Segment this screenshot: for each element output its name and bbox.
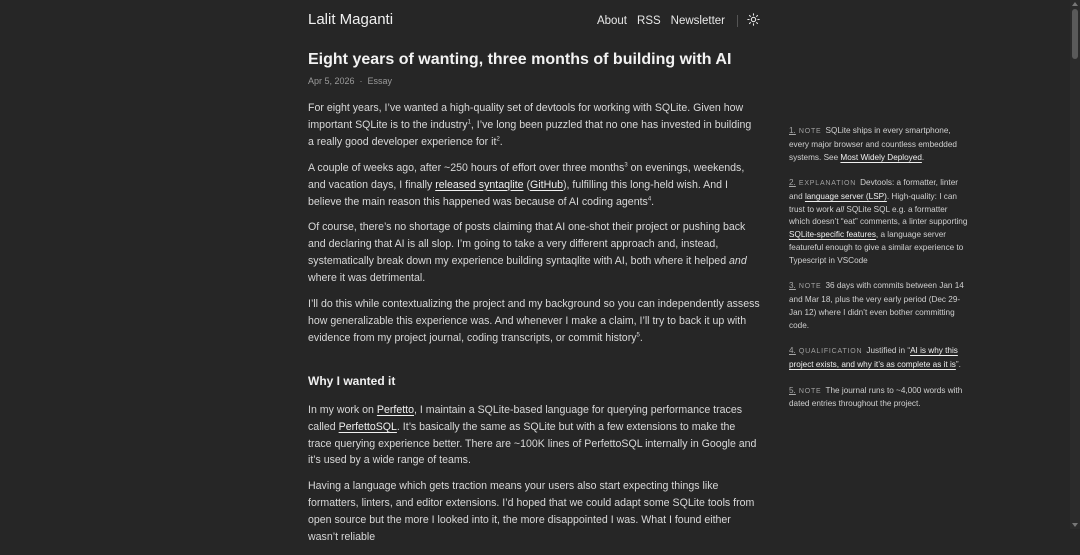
- post-meta: [308, 76, 760, 86]
- paragraph-1: [308, 100, 760, 151]
- emphasis: all: [835, 204, 845, 214]
- text: .: [639, 331, 643, 344]
- paragraph-3: [308, 219, 760, 287]
- sidenote-1: [789, 125, 969, 164]
- vertical-scrollbar[interactable]: [1070, 0, 1080, 529]
- sun-icon: [747, 13, 760, 26]
- sidenote-4: [789, 345, 969, 372]
- theme-toggle-button[interactable]: [747, 13, 760, 29]
- footnote-ref-4[interactable]: 4: [647, 196, 652, 202]
- text: I’ll do this while contextualizing the project and my background so you can independently assess how generalizable this experience was. And whenever I make a claim, I’ll try to back it up with evidence from my project journal, coding transcripts, or commit history: [308, 298, 760, 344]
- paragraph-4: [308, 296, 760, 347]
- most-widely-deployed-link[interactable]: Most Widely Deployed: [840, 152, 922, 162]
- text: SQLite ships in every smartphone, every major browser and countless embedded systems. See: [789, 126, 957, 162]
- sidenote-3: [789, 280, 969, 332]
- text: A couple of weeks ago, after ~250 hours of effort over three months: [308, 161, 625, 174]
- text: 36 days with commits between Jan 14 and Mar 18, plus the very early period (Dec 29-Jan 12) where I didn’t even bother committing code.: [789, 281, 964, 330]
- text: Devtools: a formatter, linter and: [789, 178, 958, 201]
- sidenote-kind: NOTE: [798, 283, 822, 291]
- footnote-ref-1[interactable]: 1: [467, 119, 471, 126]
- scroll-up-arrow-icon[interactable]: [1072, 2, 1078, 6]
- text: , I maintain a SQLite-based language for querying performance traces called: [308, 403, 743, 433]
- sidenote-number[interactable]: 4.: [789, 346, 796, 356]
- text: For eight years, I’ve wanted a high-quality set of devtools for working with SQLite. Given how important SQLite is to the industry: [308, 102, 744, 131]
- text: SQLite SQL e.g. a formatter which doesn’t “eat” comments, a linter supporting: [789, 204, 968, 227]
- text: ”.: [955, 360, 961, 370]
- text: , I’ve long been puzzled that no one has invested in building a really good developer experience for it: [308, 118, 752, 148]
- sidenote-number[interactable]: 3.: [789, 281, 796, 291]
- text: Having a language which gets traction means your users also start expecting things like formatters, linters, and editor extensions. I’d hoped that we could adapt some SQLite tools from open source but the more I looked into it, the more disappointed I was. What I found either wasn’t reliable: [308, 480, 755, 544]
- paragraph-5: [308, 402, 760, 470]
- sidenote-kind: QUALIFICATION: [798, 348, 863, 356]
- text: Of course, there’s no shortage of posts claiming that AI one-shot their project or pushing back and declaring that AI is all slop. I’m going to take a very different approach and, instead, systematically break down my experience building syntaqlite with AI, both where it helped: [308, 221, 746, 268]
- footnote-ref-2[interactable]: 2: [496, 136, 500, 143]
- paragraph-2: [308, 160, 760, 211]
- sidenotes: [789, 125, 969, 424]
- post-date: Apr 5, 2026: [308, 76, 355, 86]
- sidenote-kind: NOTE: [798, 387, 822, 395]
- text: . It’s basically the same as SQLite but with a few extensions to make the trace querying experience better. There are ~100K lines of PerfettoSQL internally in Google and it’s used by a wide range of teams.: [308, 420, 757, 467]
- footnote-ref-3[interactable]: 3: [624, 162, 628, 169]
- text: The journal runs to ~4,000 words with dated entries throughout the project.: [789, 385, 963, 409]
- text: where it was detrimental.: [308, 272, 426, 285]
- post-category: Essay: [367, 76, 393, 86]
- text: (: [523, 178, 531, 191]
- nav-newsletter-link[interactable]: Newsletter: [670, 15, 725, 27]
- section-heading: Why I wanted it: [308, 373, 396, 388]
- perfetto-link[interactable]: Perfetto: [376, 403, 414, 416]
- emphasis: and: [729, 255, 747, 268]
- text: ), fulfilling this long-held wish. And I believe the main reason this happened was because of AI coding agents: [308, 178, 728, 208]
- ai-is-why-link[interactable]: AI is why this project exists, and why it’s as complete as it is: [789, 346, 958, 370]
- post-body: [308, 100, 760, 546]
- text: , a language server featureful enough to give a similar experience to Typescript in VSCode: [789, 230, 964, 265]
- sidenote-5: [789, 385, 969, 412]
- github-link[interactable]: GitHub: [530, 178, 564, 191]
- sidenote-kind: EXPLANATION: [798, 180, 857, 188]
- meta-separator: ·: [359, 76, 363, 86]
- text: .: [921, 152, 925, 162]
- sidenote-2: [789, 177, 969, 268]
- sidenote-kind: NOTE: [798, 128, 822, 135]
- scroll-down-arrow-icon[interactable]: [1072, 523, 1078, 527]
- text: on evenings, weekends, and vacation days, I finally: [308, 161, 745, 191]
- site-title[interactable]: Lalit Maganti: [308, 11, 394, 28]
- text: .: [651, 195, 655, 208]
- nav-about-link[interactable]: About: [596, 15, 628, 27]
- text: In my work on: [308, 403, 377, 416]
- article: [308, 49, 760, 555]
- scrollbar-thumb[interactable]: [1072, 9, 1078, 59]
- sidenote-number[interactable]: 2.: [789, 178, 796, 188]
- sqlite-specific-features-link[interactable]: SQLite-specific features: [789, 230, 876, 240]
- perfettosql-link[interactable]: PerfettoSQL: [338, 420, 397, 433]
- nav-rss-link[interactable]: RSS: [637, 15, 661, 27]
- sidenote-number[interactable]: 5.: [789, 385, 796, 395]
- paragraph-6: [308, 478, 760, 546]
- top-nav: [587, 13, 760, 29]
- text: . High-quality: I can trust to work: [789, 191, 957, 214]
- language-server-link[interactable]: language server (LSP): [804, 191, 887, 201]
- text: Justified in “: [866, 346, 911, 356]
- footnote-ref-5[interactable]: 5: [636, 332, 640, 339]
- text: .: [499, 135, 503, 148]
- nav-divider: [737, 15, 738, 27]
- released-syntaqlite-link[interactable]: released syntaqlite: [435, 178, 524, 191]
- sidenote-number[interactable]: 1.: [789, 126, 796, 135]
- post-title: Eight years of wanting, three months of building with AI: [308, 51, 732, 68]
